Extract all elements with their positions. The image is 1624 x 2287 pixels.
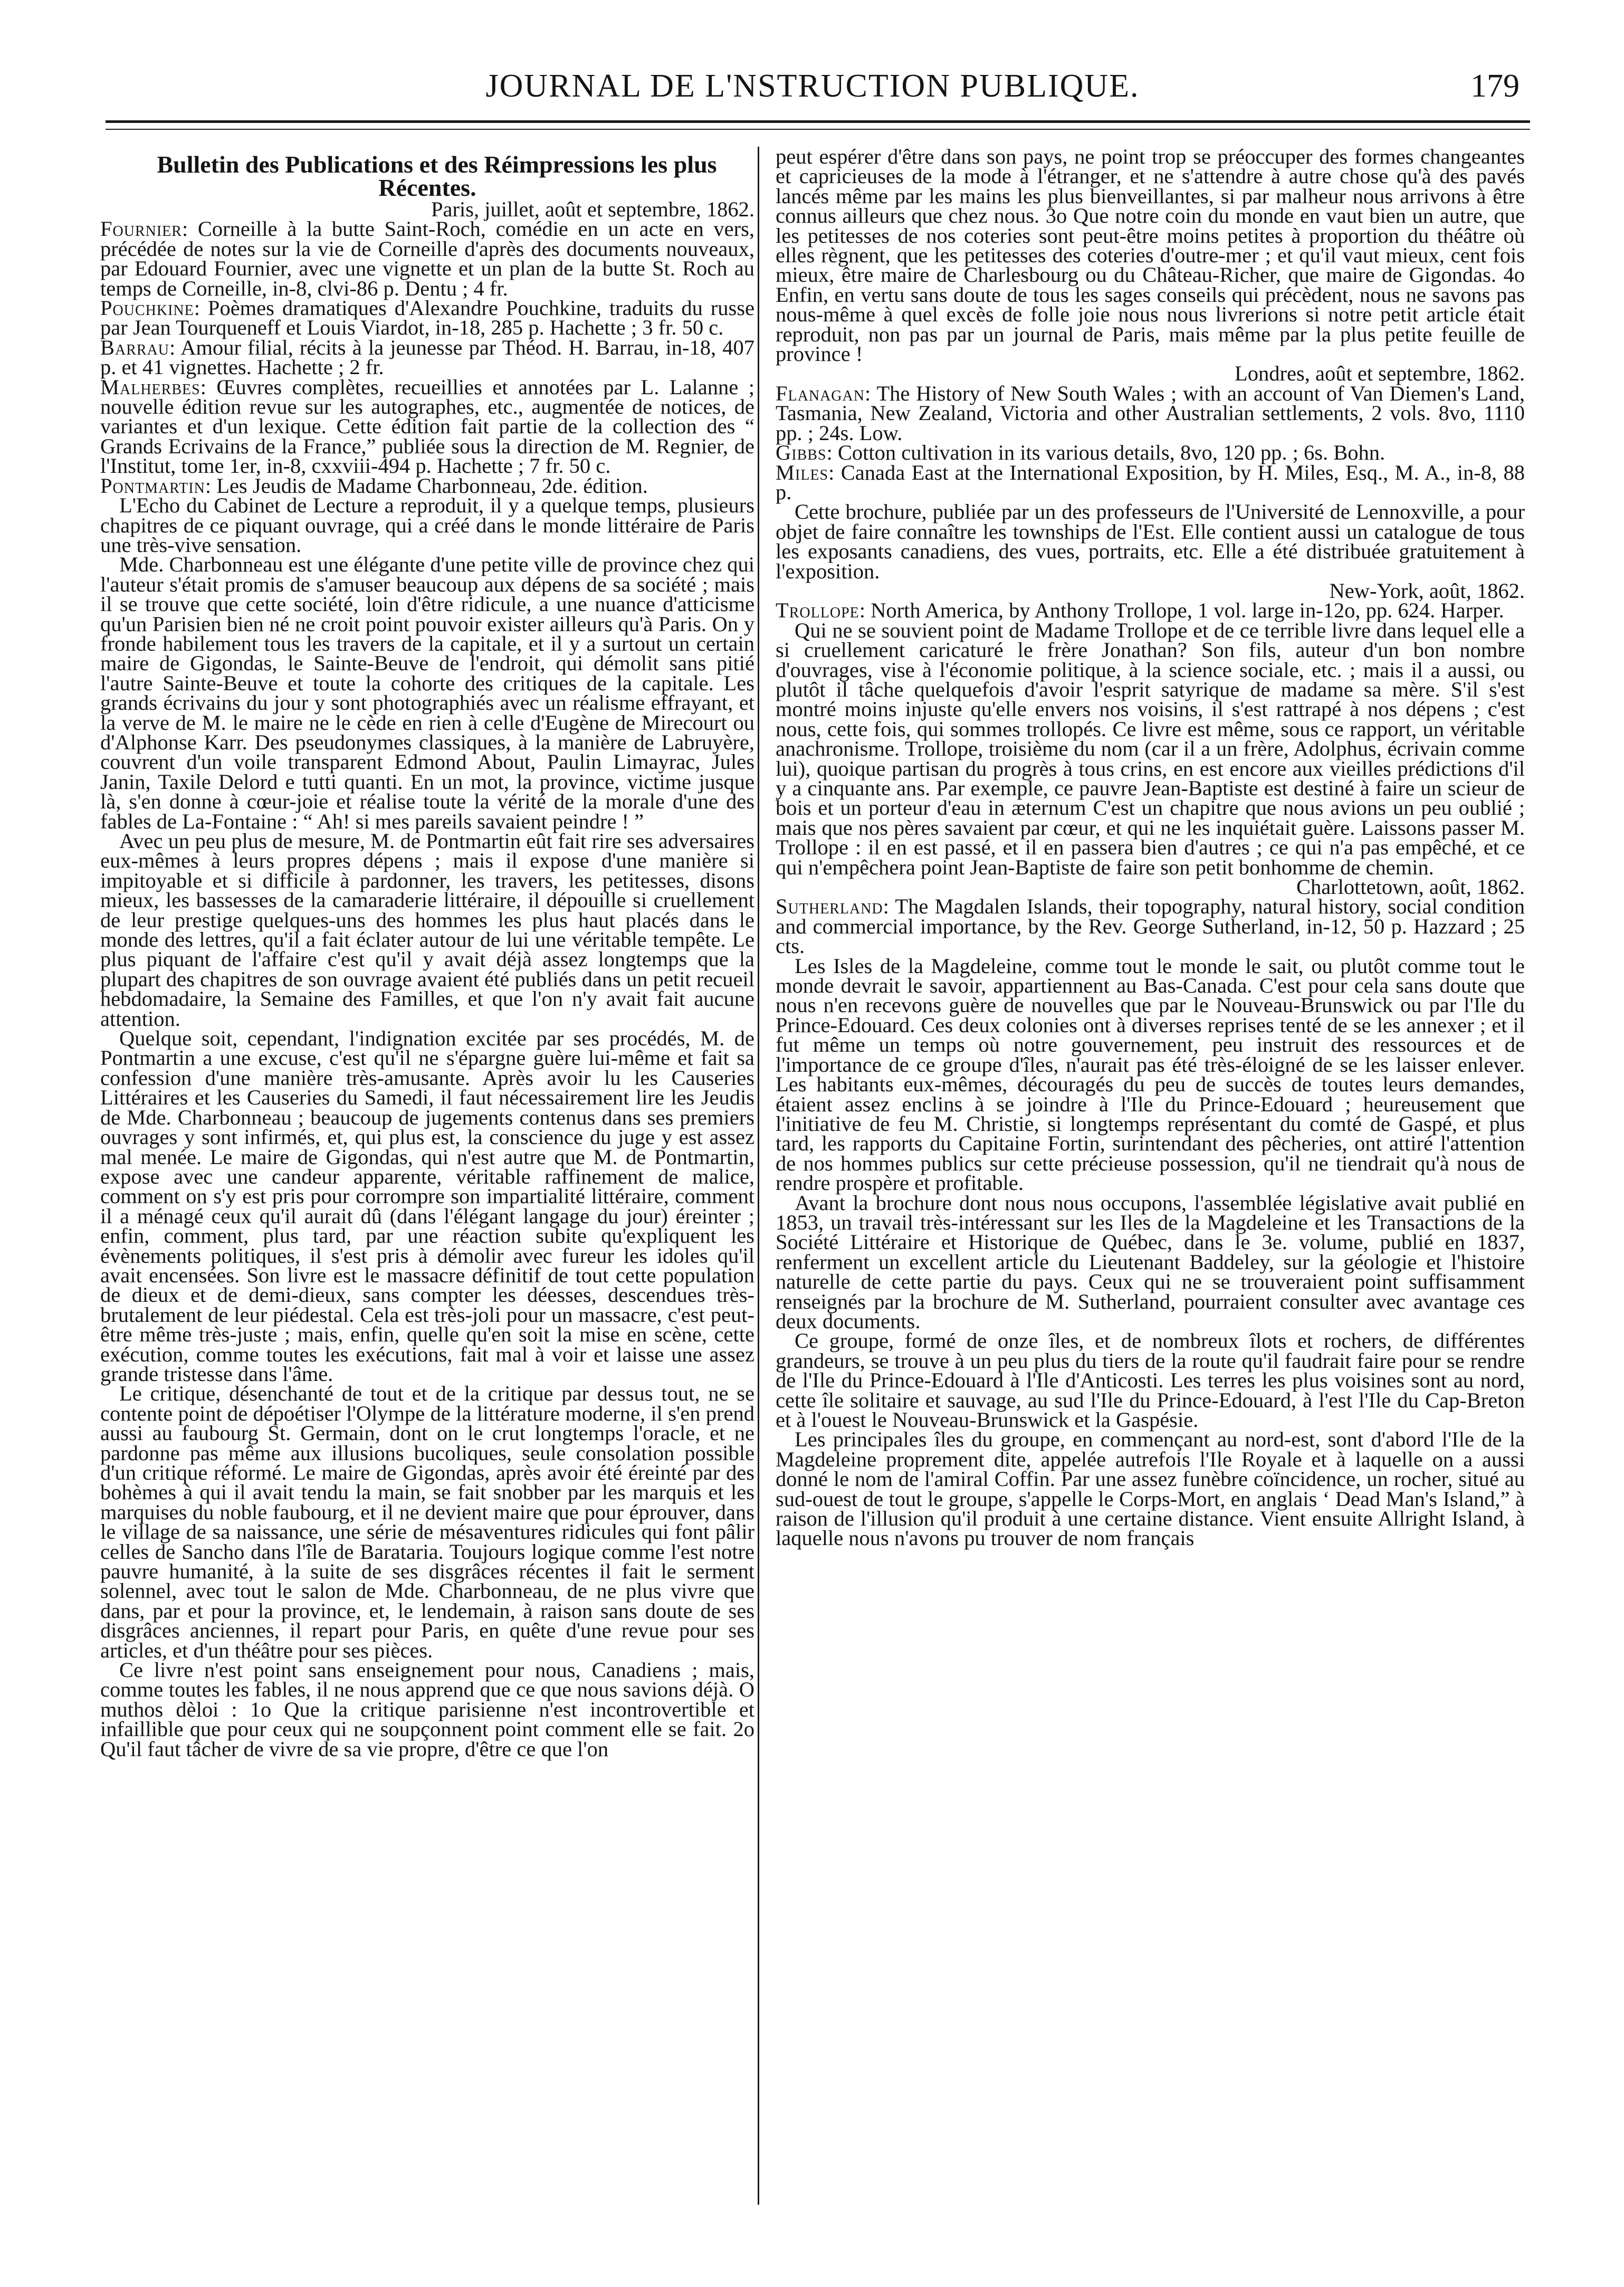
dateline-paris: Paris, juillet, août et septembre, 1862. — [431, 197, 754, 221]
entry-author: Flanagan — [776, 381, 865, 405]
entry-author: Miles — [776, 460, 829, 484]
bibliography-entry — [100, 298, 754, 338]
bibliography-entry — [776, 381, 1525, 445]
entry-author: Trollope — [776, 598, 859, 623]
entry-text: : Œuvres complètes, recueillies et annotées par L. Lalanne ; nouvelle édition revue sur les autographes, etc., augmentée de notices, de variantes et d'un lexique. Cette édition fait partie de la collection des “ Grands Ecrivains de la France,” publiée sous la direction de M. Regnier, de l'Institut, tome 1er, in-8, cxxviii-494 p. Hachette ; 7 fr. 50 c. — [100, 375, 754, 478]
running-header — [106, 62, 1520, 110]
entry-text: : The Magdalen Islands, their topography, natural history, social condition and commercial importance, by the Rev. George Sutherland, in-12, 50 p. Hazzard ; 25 cts. — [776, 894, 1525, 958]
header-rule-thin — [106, 129, 1530, 130]
review-paragraph: Ce livre n'est point sans enseignement pour nous, Canadiens ; mais, comme toutes les fables, il ne nous apprend que ce que nous savions déjà. O muthos dèloi : 1o Que la critique parisienne n'est incontrovertible et infaillible que pour ceux qui ne soupçonnent point comment elle se fait. 2o Qu'il faut tâcher de vivre de sa vie propre, d'être ce que l'on — [100, 1658, 754, 1761]
entry-author: Malherbes — [100, 375, 200, 399]
review-paragraph: Avec un peu plus de mesure, M. de Pontmartin eût fait rire ses adversaires eux-mêmes à leurs propres dépens ; mais il expose d'une manière si impitoyable et si difficile à pardonner, les travers, les petitesses, disons mieux, les bassesses de la camaraderie littéraire, il dépouille si cruellement de leur prestige quelques-uns des hommes les plus haut placés dans le monde des lettres, qu'il a fait éclater autour de lui une véritable tempête. Le plus piquant de l'affaire c'est qu'il y avait déjà assez longtemps que la plupart des chapitres de son ouvrage avaient été publiés dans un petit recueil hebdomadaire, la Semaine des Familles, et que l'on n'y avait fait aucune attention. — [100, 829, 754, 1031]
bibliography-entry — [776, 894, 1525, 958]
review-paragraph: L'Echo du Cabinet de Lecture a reproduit, il y a quelque temps, plusieurs chapitres de ce piquant ouvrage, qui a créé dans le monde littéraire de Paris une très-vive sensation. — [100, 493, 754, 557]
entry-text: : Cotton cultivation in its various details, 8vo, 120 pp. ; 6s. Bohn. — [826, 441, 1386, 465]
section-title: Bulletin des Publications et des Réimpressions les plus Récentes. — [157, 153, 717, 201]
review-paragraph: Le critique, désenchanté de tout et de la critique par dessus tout, ne se contente point de dépoétiser l'Olympe de la littérature moderne, il s'en prend aussi au faubourg St. Germain, dont on le crut longtemps l'oracle, et ne pardonne pas même aux illusions bucoliques, seule consolation possible d'un critique réformé. Le maire de Gigondas, après avoir été éreinté par des bohèmes à qui il avait tendu la main, se fait snobber par les marquis et les marquises du noble faubourg, et il ne devient maire que pour éprouver, dans le village de sa naissance, une série de mésaventures ridicules qui font pâlir celles de Sancho dans l'île de Barataria. Toujours logique comme l'est notre pauvre humanité, à la suite de ses disgrâces récentes il fait le serment solennel, avec tout le salon de Mde. Charbonneau, de ne plus vivre que dans, par et pour la province, et, le lendemain, à raison sans doute de ses disgrâces anciennes, il repart pour Paris, en quête d'une revue pour ses articles, et d'un théâtre pour ses pièces. — [100, 1381, 754, 1662]
journal-title: JOURNAL DE L'NSTRUCTION PUBLIQUE. — [485, 68, 1140, 104]
page-number: 179 — [1470, 68, 1520, 104]
bibliography-entry — [776, 460, 1525, 504]
review-paragraph: Quelque soit, cependant, l'indignation excitée par ses procédés, M. de Pontmartin a une excuse, c'est qu'il ne s'épargne guère lui-même et fait sa confession d'une manière très-amusante. Après avoir lu les Causeries Littéraires et les Causeries du Samedi, il faut nécessairement lire les Jeudis de Mde. Charbonneau ; beaucoup de jugements contenus dans ses premiers ouvrages y sont infirmés, et, qui plus est, la conscience du juge y est assez mal menée. Le maire de Gigondas, qui n'est autre que M. de Pontmartin, expose avec une candeur apparente, véritable raffinement de malice, comment on s'y est pris pour corrompre son impartialité littéraire, comment il a ménagé ceux qu'il aurait dû (dans l'élégant langage du jour) éreinter ; enfin, comment, plus tard, par une réaction subite qu'expliquent les évènements politiques, il s'est pris à démolir avec fureur les idoles qu'il avait encensées. Son livre est le massacre définitif de tout cette population de dieux et de demi-dieux, sans compter les déesses, descendues très-brutalement de leur piédestal. Cela est très-joli pour un massacre, c'est peut-être même très-juste ; mais, enfin, quelle qu'en soit la mise en scène, cette exécution, comme toutes les exécutions, fait mal à voir et laisse une assez grande tristesse dans l'âme. — [100, 1026, 754, 1386]
entry-author: Fournier — [100, 217, 182, 241]
entry-author: Sutherland — [776, 894, 883, 919]
review-paragraph: Cette brochure, publiée par un des professeurs de l'Université de Lennoxville, a pour objet de faire connaître les townships de l'Est. Elle contient aussi un catalogue de tous les exposants canadiens, des vues, portraits, etc. Elle a été distribuée gratuitement à l'exposition. — [776, 500, 1525, 583]
right-column — [776, 147, 1525, 2205]
header-rule — [106, 120, 1530, 123]
review-paragraph: Avant la brochure dont nous nous occupons, l'assemblée législative avait publié en 1853, un travail très-intéressant sur les Iles de la Magdeleine et les Transactions de la Société Littéraire et Historique de Québec, dans le 3e. volume, publié en 1837, renferment un excellent article du Lieutenant Baddeley, sur la géologie et l'histoire naturelle de cette partie du pays. Ceux qui ne se trouveraient point suffisamment renseignés par la brochure de M. Sutherland, pourraient consulter avec avantage ces deux documents. — [776, 1190, 1525, 1333]
dateline-newyork: New-York, août, 1862. — [1329, 578, 1525, 603]
review-paragraph: Ce groupe, formé de onze îles, et de nombreux îlots et rochers, de différentes grandeurs, se trouve à un peu plus du tiers de la route qu'il faudrait faire pour se rendre de l'Ile du Prince-Edouard à l'Ile d'Anticosti. Les terres les plus voisines sont au nord, cette île solitaire et sauvage, au sud l'Ile du Prince-Edouard, à l'est l'Ile du Cap-Breton et à l'ouest le Nouveau-Brunswick et la Gaspésie. — [776, 1329, 1525, 1432]
entry-text: : Poèmes dramatiques d'Alexandre Pouchkine, traduits du russe par Jean Tourqueneff et Louis Viardot, in-18, 285 p. Hachette ; 3 fr. 50 c. — [100, 296, 754, 340]
review-paragraph-continued: peut espérer d'être dans son pays, ne point trop se préoccuper des formes changeantes et capricieuses de la mode à l'étranger, et ne s'attendre à autre chose qu'à des pavés lancés même par les mains les plus bienveillantes, si par malheur nous arrivons à être connus ailleurs que chez nous. 3o Que notre coin du monde en vaut bien un autre, que les petitesses de nos coteries sont peut-être moins petites à proportion du théâtre où elles règnent, que les petitesses des coteries d'outre-mer ; et qu'il vaut mieux, cent fois mieux, être maire de Charlesbourg ou du Château-Richer, que maire de Gigondas. 4o Enfin, en vertu sans doute de tous les sages conseils qui précèdent, nous ne savons pas nous-même à quel excès de folle joie nous nous livrerions si notre petit article était reproduit, non pas par un journal de Paris, mais même par la plus petite feuille de province ! — [776, 147, 1525, 366]
entry-text: : Amour filial, récits à la jeunesse par Théod. H. Barrau, in-18, 407 p. et 41 vignettes. Hachette ; 2 fr. — [100, 335, 754, 379]
review-paragraph: Les Isles de la Magdeleine, comme tout le monde le sait, ou plutôt comme tout le monde devrait le savoir, appartiennent au Bas-Canada. C'est pour cela sans doute que nous n'en recevons guère de nouvelles que par le Nouveau-Brunswick ou par l'Ile du Prince-Edouard. Ces deux colonies ont à diverses reprises tenté de se les annexer ; et il fut même un temps où notre gouvernement, peu instruit des ressources et de l'importance de ce groupe d'îles, n'aurait pas été très-éloigné de se les laisser enlever. Les habitants eux-mêmes, découragés du peu de succès de toutes leurs demandes, étaient assez enclins à se joindre à l'Ile du Prince-Edouard ; heureusement que l'initiative de feu M. Christie, si longtemps représentant du comté de Gaspé, et plus tard, les rapports du Capitaine Fortin, surintendant des pêcheries, ont attiré l'attention de nos hommes publics sur cette précieuse possession, qu'il ne tiendrait qu'à nous de rendre prospère et profitable. — [776, 954, 1525, 1195]
bibliography-entry — [100, 473, 754, 498]
bibliography-entry — [776, 598, 1525, 623]
entry-text: : The History of New South Wales ; with an account of Van Diemen's Land, Tasmania, New Zealand, Victoria and other Australian settlements, 2 vols. 8vo, 1110 pp. ; 24s. Low. — [776, 381, 1525, 445]
entry-author: Pontmartin — [100, 473, 205, 498]
dateline-charlottetown: Charlottetown, août, 1862. — [1296, 875, 1525, 899]
bibliography-entry — [776, 441, 1525, 465]
entry-text: : Canada East at the International Exposition, by H. Miles, Esq., M. A., in-8, 88 p. — [776, 460, 1525, 504]
bibliography-entry — [100, 377, 754, 476]
entry-text: : Corneille à la butte Saint-Roch, comédie en un acte en vers, précédée de notes sur la vie de Corneille d'après des documents nouveaux, par Edouard Fournier, avec une vignette et un plan de la butte St. Roch au temps de Corneille, in-8, clvi-86 p. Dentu ; 4 fr. — [100, 217, 754, 300]
dateline-london: Londres, août et septembre, 1862. — [1235, 361, 1525, 386]
review-paragraph: Mde. Charbonneau est une élégante d'une petite ville de province chez qui l'auteur s'était promis de s'amuser beaucoup aux dépens de sa société ; mais il se trouve que cette société, loin d'être ridicule, a une nuance d'atticisme qu'un Parisien bien né ne croit point pouvoir exister ailleurs qu'à Paris. On y fronde habilement tous les travers de la capitale, et il y a surtout un certain maire de Gigondas, le Sainte-Beuve de l'endroit, qui démolit sans pitié l'autre Sainte-Beuve et toute la cohorte des critiques de la capitale. Les grands écrivains du jour y sont photographiés avec un réalisme effrayant, et la verve de M. le maire ne le cède en rien à celle d'Eugène de Mirecourt ou d'Alphonse Karr. Des pseudonymes classiques, à la manière de Labruyère, couvrent d'un voile transparent Edmond About, Paulin Limayrac, Jules Janin, Taxile Delord e tutti quanti. En un mot, la province, victime jusque là, s'en donne à cœur-joie et réalise toute la vérité de la morale d'une des fables de La-Fontaine : “ Ah! si mes pareils savaient peindre ! ” — [100, 552, 754, 833]
entry-text: : North America, by Anthony Trollope, 1 vol. large in-12o, pp. 624. Harper. — [859, 598, 1504, 623]
review-paragraph: Les principales îles du groupe, en commençant au nord-est, sont d'abord l'Ile de la Magdeleine proprement dite, appelée autrefois l'Ile Royale et à laquelle on a aussi donné le nom de l'amiral Coffin. Par une assez funèbre coïncidence, un rocher, situé au sud-ouest de tout le groupe, s'appelle le Corps-Mort, en anglais ‘ Dead Man's Island,” à raison de l'illusion qu'il produit à une certaine distance. Vient ensuite Allright Island, à laquelle nous n'avons pu trouver de nom français — [776, 1427, 1525, 1550]
bibliography-entry — [100, 335, 754, 379]
bibliography-entry — [100, 219, 754, 298]
entry-author: Barrau — [100, 335, 170, 359]
entry-text: : Les Jeudis de Madame Charbonneau, 2de. édition. — [205, 473, 648, 498]
entry-author: Pouchkine — [100, 296, 194, 320]
left-column — [100, 153, 754, 2211]
review-paragraph: Qui ne se souvient point de Madame Trollope et de ce terrible livre dans lequel elle a si cruellement caricaturé le frère Jonathan? Son fils, auteur d'un bon nombre d'ouvrages, vise à l'économie politique, à la science sociale, etc. ; mais il a aussi, ou plutôt il tâche quelquefois d'avoir l'esprit satyrique de madame sa mère. S'il s'est montré moins injuste qu'elle envers nos voisins, il s'est rattrapé à nos dépens ; c'est nous, cette fois, qui sommes trollopés. Ce livre est même, sous ce rapport, un véritable anachronisme. Trollope, troisième du nom (car il a un frère, Adolphus, écrivain comme lui), quoique partisan du progrès à tous crins, en est encore aux vieilles prédictions d'il y a cinquante ans. Par exemple, ce pauvre Jean-Baptiste est destiné à faire un scieur de bois et un porteur d'eau in æternum C'est un chapitre que nous avions un peu oublié ; mais que nos pères savaient par cœur, et qui ne les inquiétait guère. Laissons passer M. Trollope : il en est passé, et il en passera bien d'autres ; ce qui n'a pas empêché, et ce qui n'empêchera point Jean-Baptiste de faire son petit bonhomme de chemin. — [776, 618, 1525, 879]
column-divider — [758, 147, 759, 2205]
entry-author: Gibbs — [776, 441, 827, 465]
